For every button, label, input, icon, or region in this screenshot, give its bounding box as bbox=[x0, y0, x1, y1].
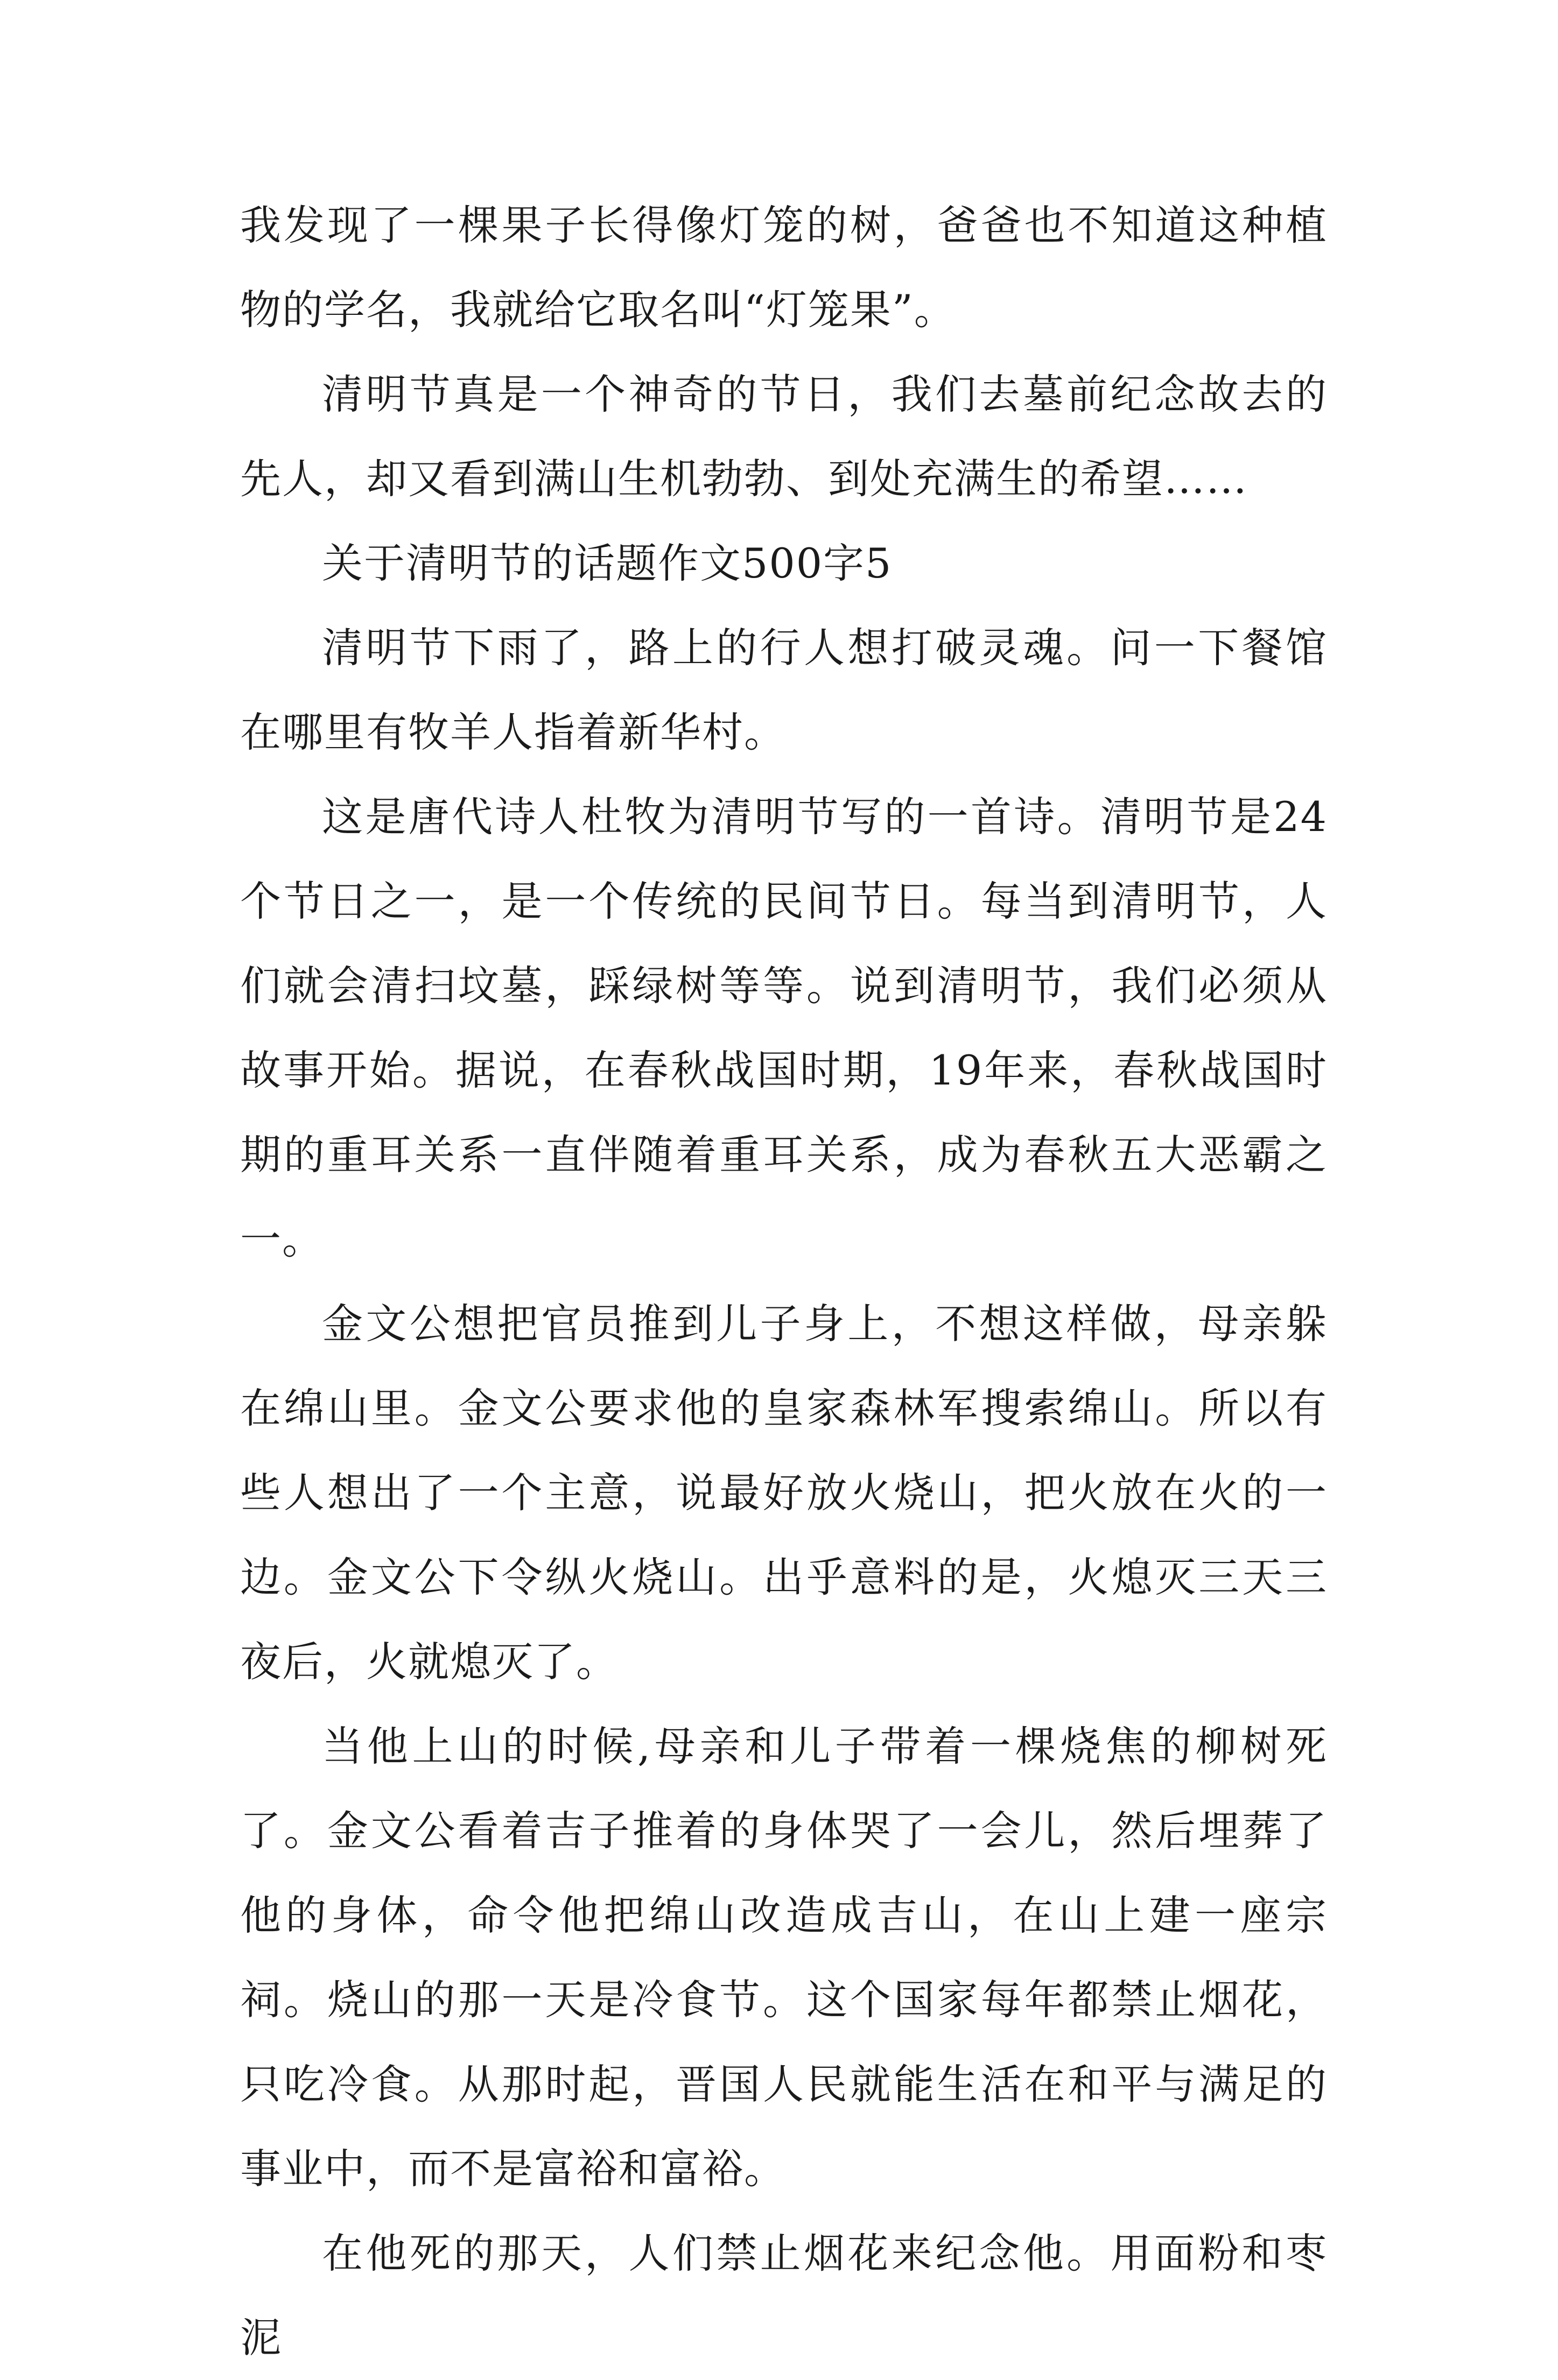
paragraph-4: 这是唐代诗人杜牧为清明节写的一首诗。清明节是24个节日之一，是一个传统的民间节日。每当到清明节，人们就会清扫坟墓，踩绿树等等。说到清明节，我们必须从故事开始。据说，在春秋战国时期，19年来，春秋战国时期的重耳关系一直伴随着重耳关系，成为春秋五大恶霸之一。 bbox=[240, 793, 1328, 1263]
section-heading: 关于清明节的话题作文500字5 bbox=[322, 539, 893, 587]
paragraph-5: 金文公想把官员推到儿子身上，不想这样做，母亲躲在绵山里。金文公要求他的皇家森林军搜索绵山。所以有些人想出了一个主意，说最好放火烧山，把火放在火的一边。金文公下令纵火烧山。出乎意料的是，火熄灭三天三夜后，火就熄灭了。 bbox=[240, 1300, 1328, 1686]
paragraph-3: 清明节下雨了，路上的行人想打破灵魂。问一下餐馆在哪里有牧羊人指着新华村。 bbox=[240, 624, 1328, 756]
paragraph-7: 在他死的那天，人们禁止烟花来纪念他。用面粉和枣泥 bbox=[240, 2229, 1328, 2362]
paragraph-6: 当他上山的时候,母亲和儿子带着一棵烧焦的柳树死了。金文公看着吉子推着的身体哭了一会儿，然后埋葬了他的身体，命令他把绵山改造成吉山，在山上建一座宗祠。烧山的那一天是冷食节。这个国家每年都禁止烟花，只吃冷食。从那时起，晋国人民就能生活在和平与满足的事业中，而不是富裕和富裕。 bbox=[240, 1722, 1328, 2193]
paragraph-1: 我发现了一棵果子长得像灯笼的树，爸爸也不知道这种植物的学名，我就给它取名叫“灯笼果”。 bbox=[240, 201, 1328, 334]
paragraph-2: 清明节真是一个神奇的节日，我们去墓前纪念故去的先人，却又看到满山生机勃勃、到处充满生的希望…… bbox=[240, 370, 1328, 503]
body-text bbox=[240, 183, 1328, 2380]
